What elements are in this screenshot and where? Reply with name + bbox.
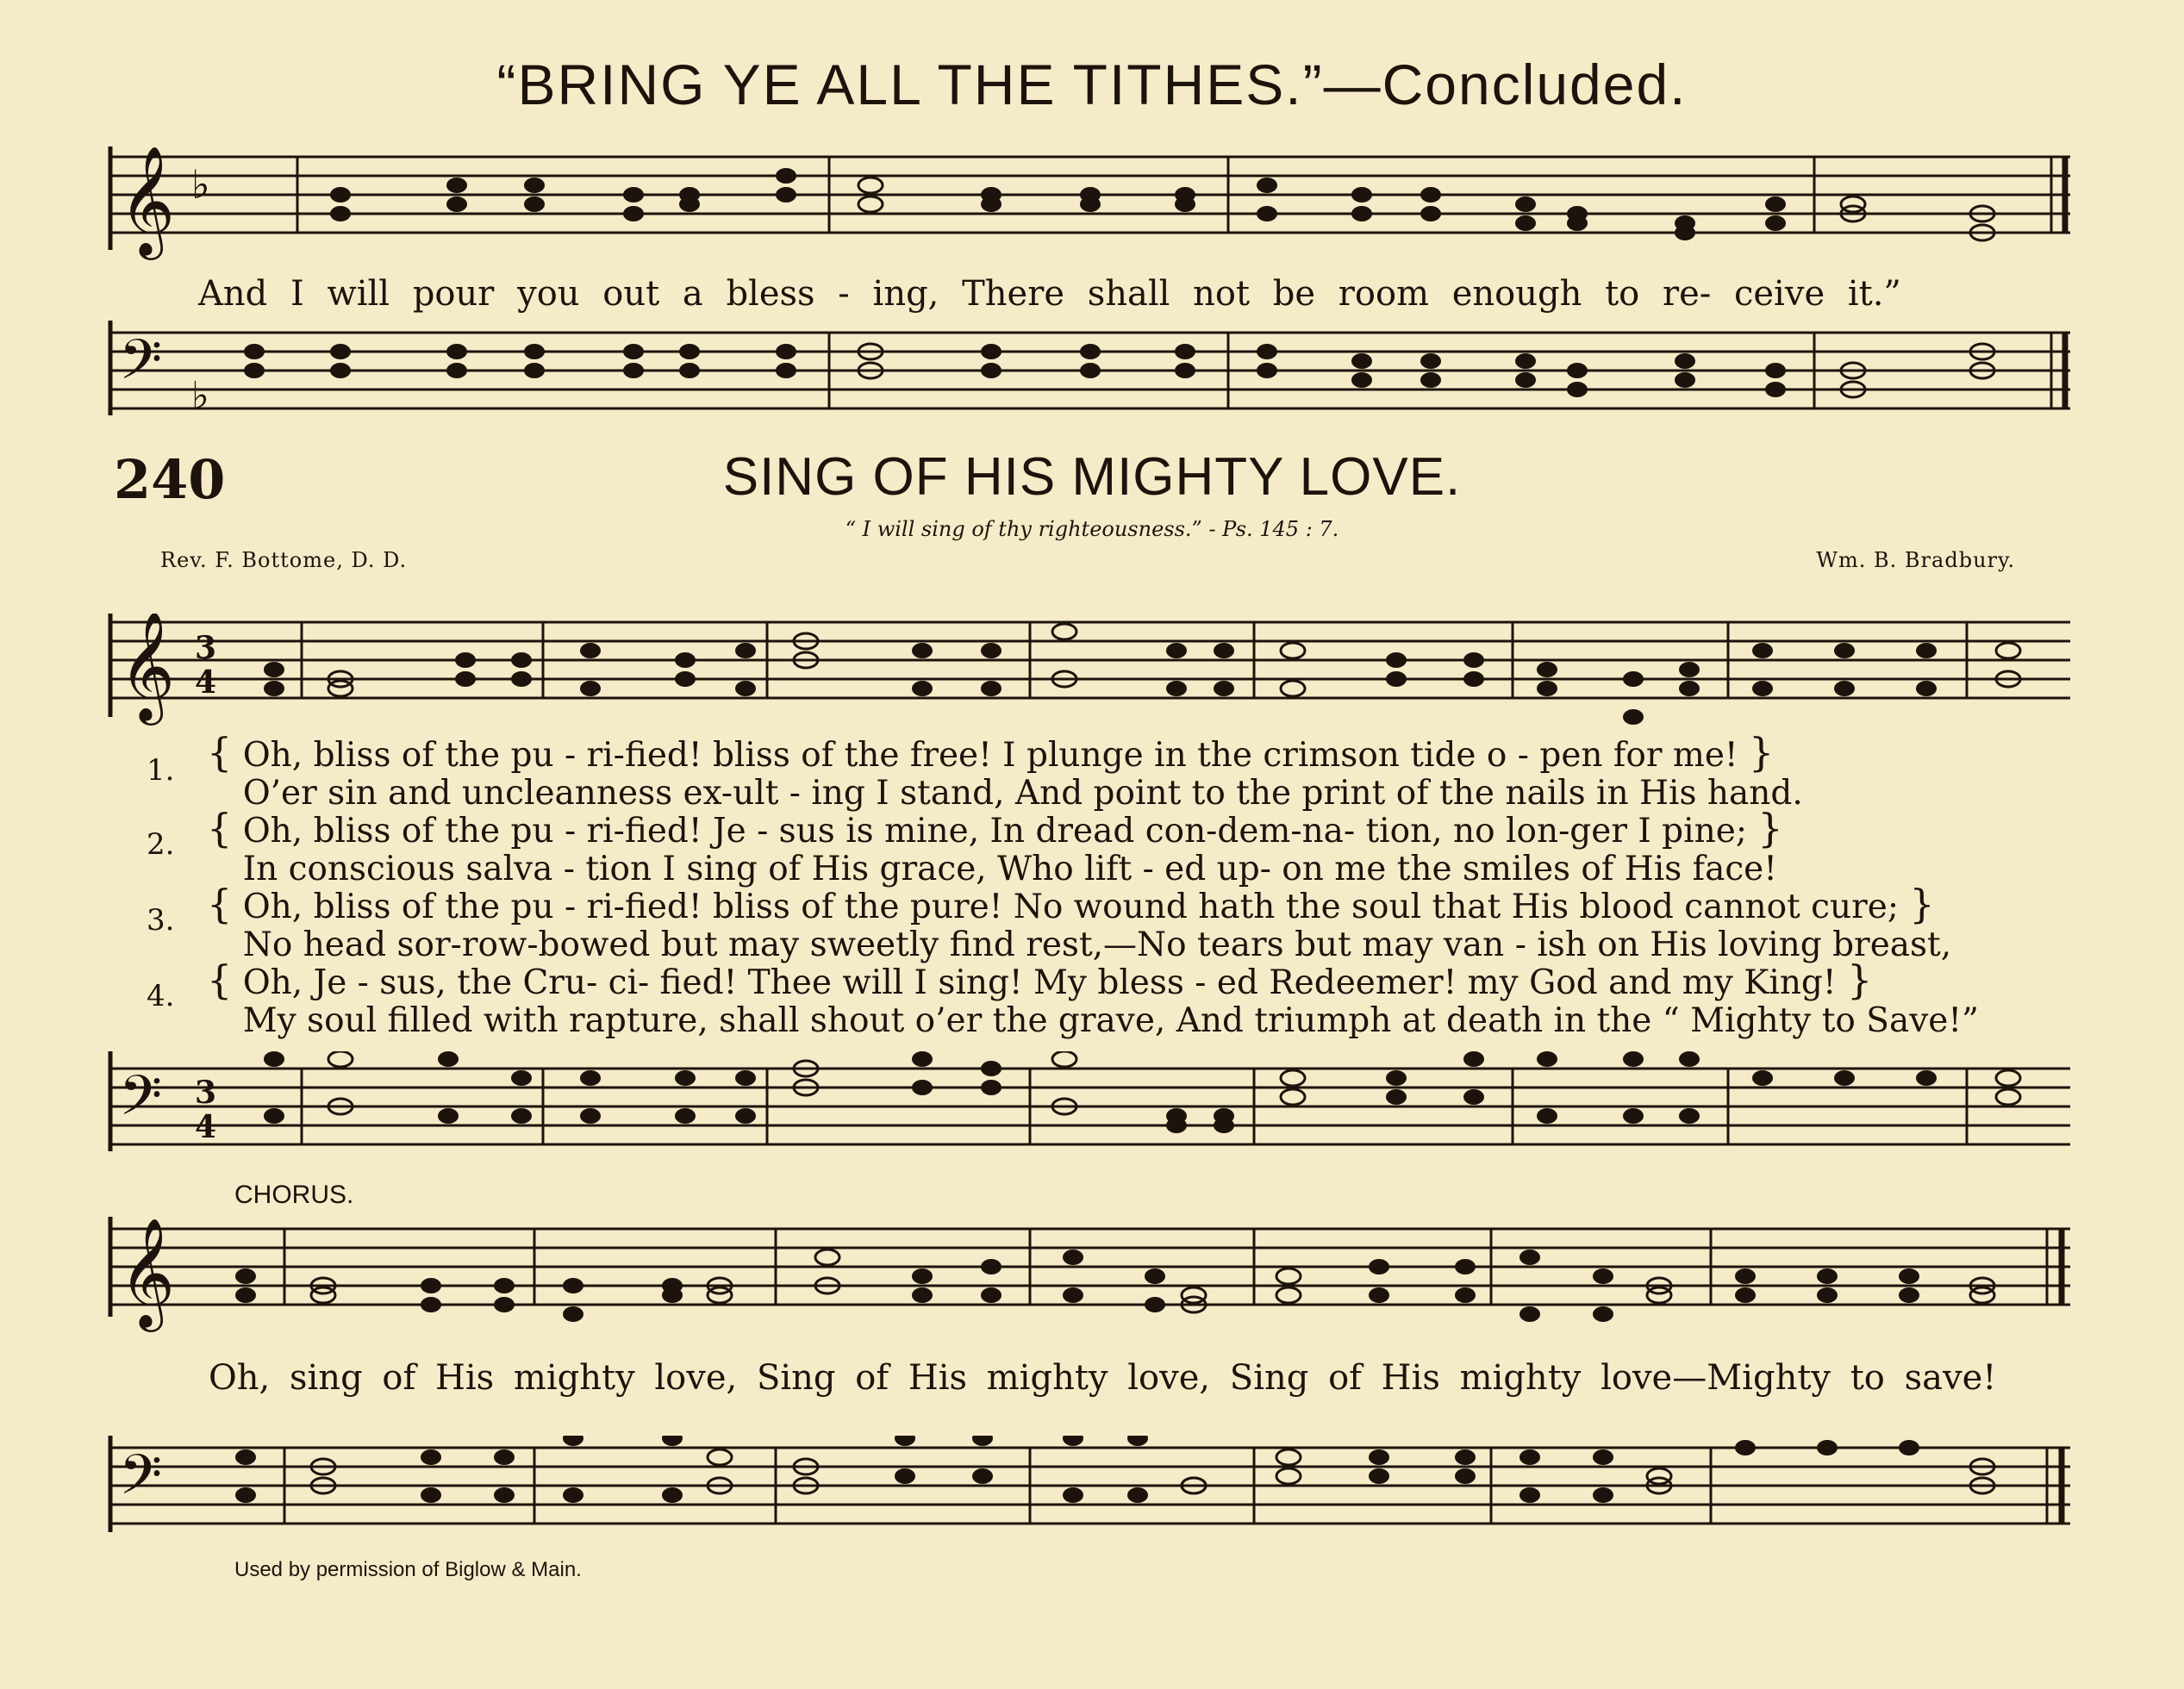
verse-number: 1. <box>147 753 175 788</box>
previous-hymn-title: “BRING YE ALL THE TITHES.”—Concluded. <box>496 53 1688 116</box>
chorus-label: CHORUS. <box>234 1181 354 1209</box>
svg-text:𝄢: 𝄢 <box>119 1443 163 1521</box>
verse-number: 4. <box>147 979 175 1013</box>
previous-hymn-bass-staff <box>0 321 2184 433</box>
verse-1-line-1: { Oh, bliss of the pu - ri-fied! bliss of the free! I plunge in the crimson tide o - pen for me! } <box>207 729 1775 776</box>
verse-4-line-1: { Oh, Je - sus, the Cru- ci- fied! Thee will I sing! My bless - ed Redeemer! my God and my King! } <box>207 957 1873 1003</box>
svg-text:𝄞: 𝄞 <box>119 1217 176 1327</box>
svg-text:𝄢: 𝄢 <box>119 1064 163 1142</box>
hymn-title: SING OF HIS MIGHTY LOVE. <box>722 447 1462 507</box>
verse-treble-staff <box>0 614 2184 734</box>
svg-text:4: 4 <box>195 1109 217 1145</box>
svg-text:3: 3 <box>195 1075 217 1111</box>
svg-text:♭: ♭ <box>191 161 210 208</box>
verse-3-line-1: { Oh, bliss of the pu - ri-fied! bliss of the pure! No wound hath the soul that His blood cannot cure; } <box>207 881 1935 927</box>
chorus-lyrics: Oh, sing of His mighty love, Sing of His mighty love, Sing of His mighty love—Mighty to save! <box>209 1358 1997 1398</box>
hymn-number: 240 <box>114 448 226 511</box>
verse-3-line-2: No head sor-row-bowed but may sweetly find rest,—No tears but may van - ish on His loving breast, <box>242 926 1952 964</box>
chorus-bass-staff <box>0 1436 2184 1556</box>
chorus-treble-staff <box>0 1217 2184 1337</box>
verse-number: 3. <box>147 903 175 938</box>
svg-text:𝄢: 𝄢 <box>119 328 163 406</box>
verse-number: 2. <box>147 827 175 862</box>
permission-credit: Used by permission of Biglow & Main. <box>234 1558 582 1581</box>
svg-text:3: 3 <box>195 630 217 666</box>
svg-text:♭: ♭ <box>191 374 209 418</box>
previous-hymn-lyrics: And I will pour you out a bless - ing, There shall not be room enough to re- ceive it.” <box>198 274 1901 314</box>
previous-hymn-treble-staff <box>0 146 2184 267</box>
hymn-author: Rev. F. Bottome, D. D. <box>160 548 408 572</box>
verse-2-line-2: In conscious salva - tion I sing of His grace, Who lift - ed up- on me the smiles of His face! <box>242 850 1777 888</box>
svg-text:4: 4 <box>195 664 217 701</box>
verse-2-line-1: { Oh, bliss of the pu - ri-fied! Je - sus is mine, In dread con-dem-na- tion, no lon-ger I pine; } <box>207 805 1783 851</box>
svg-text:𝄞: 𝄞 <box>119 614 176 720</box>
verse-bass-staff <box>0 1051 2184 1172</box>
verse-1-line-2: O’er sin and uncleanness ex-ult - ing I stand, And point to the print of the nails in His hand. <box>242 774 1803 813</box>
svg-text:𝄞: 𝄞 <box>119 146 176 255</box>
hymn-epigraph: “ I will sing of thy righteousness.” - Ps. 145 : 7. <box>845 517 1339 541</box>
verse-4-line-2: My soul filled with rapture, shall shout o’er the grave, And triumph at death in the “ Mighty to Save!” <box>242 1001 1979 1040</box>
hymn-composer: Wm. B. Bradbury. <box>1816 548 2015 572</box>
